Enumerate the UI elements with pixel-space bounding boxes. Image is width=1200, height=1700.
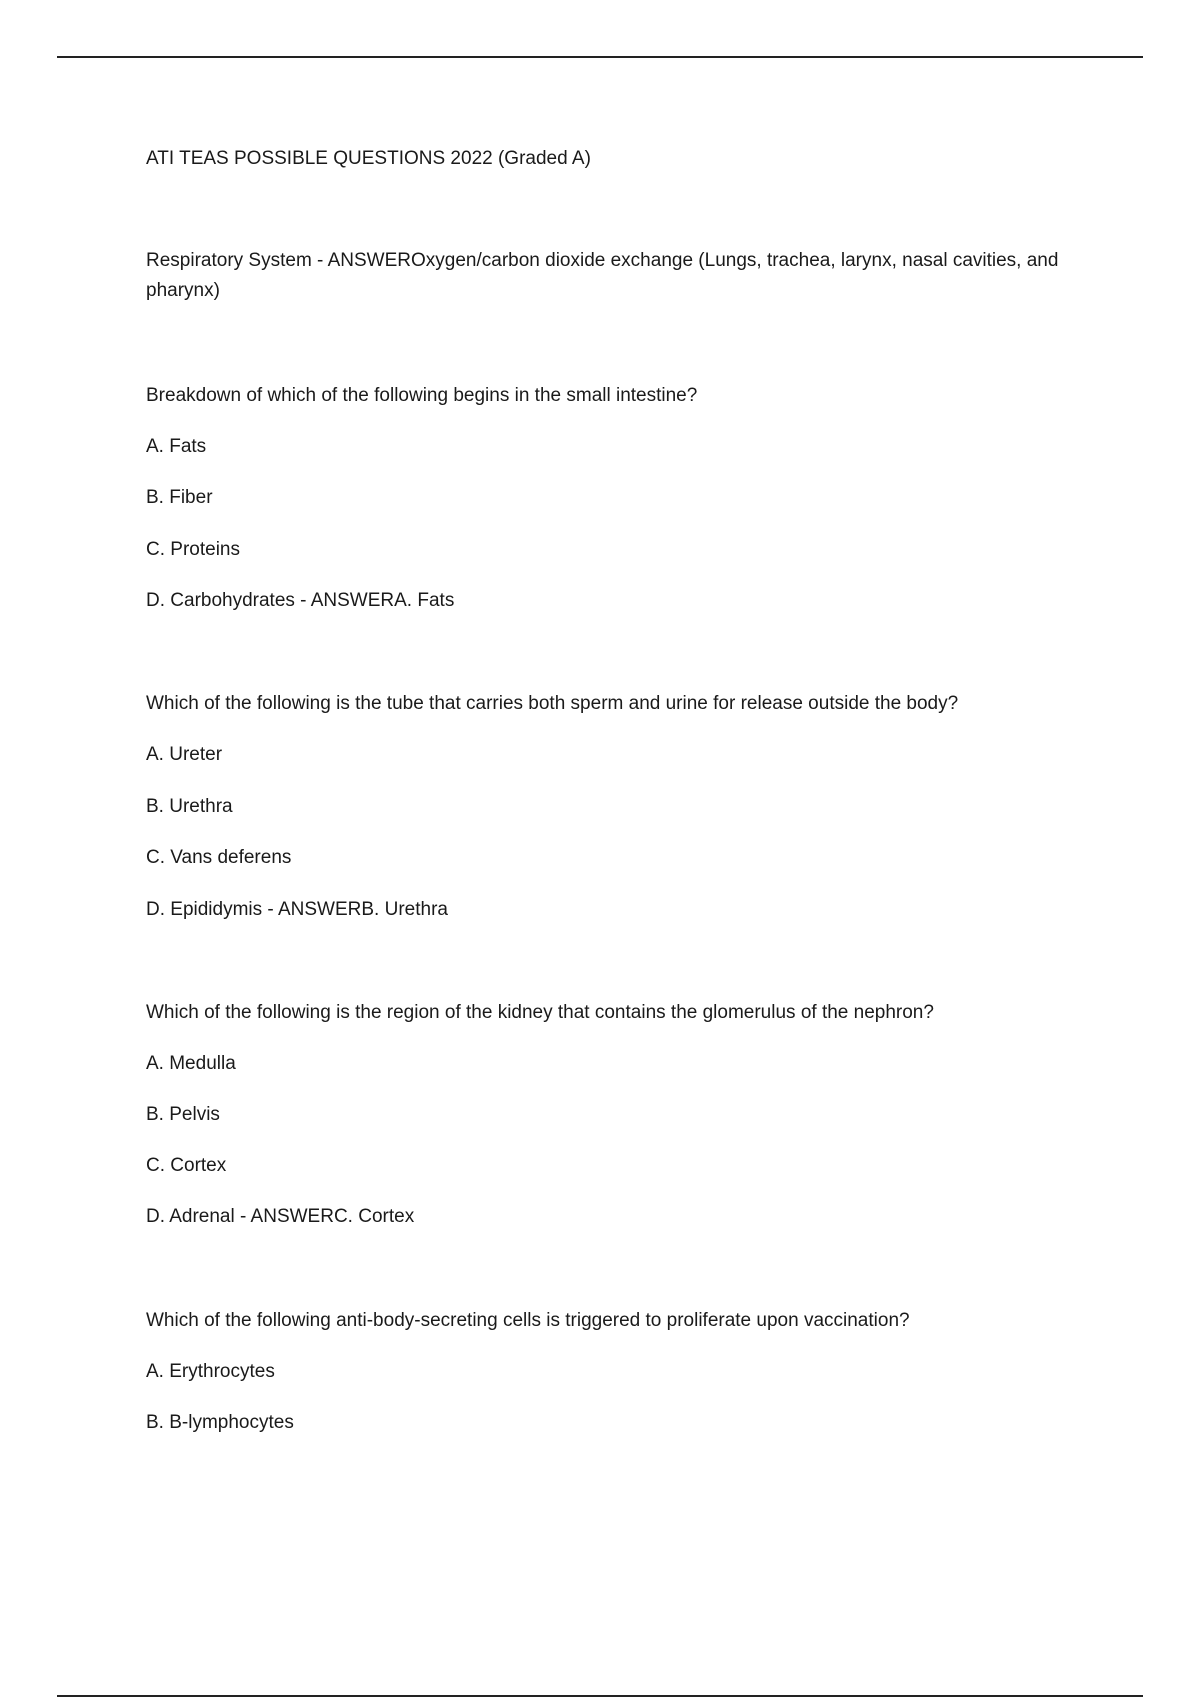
answer-option: A. Ureter bbox=[146, 744, 223, 765]
question-prompt: Which of the following anti-body-secreting cells is triggered to proliferate upon vaccination? bbox=[146, 1310, 910, 1331]
answer-option: D. Carbohydrates - ANSWERA. Fats bbox=[146, 590, 455, 611]
question-prompt: Which of the following is the region of the kidney that contains the glomerulus of the nephron? bbox=[146, 1002, 934, 1023]
answer-option: D. Epididymis - ANSWERB. Urethra bbox=[146, 899, 448, 920]
bottom-divider bbox=[57, 1695, 1143, 1697]
question-prompt: Breakdown of which of the following begins in the small intestine? bbox=[146, 385, 698, 406]
answer-option: C. Proteins bbox=[146, 539, 240, 560]
answer-option: B. Urethra bbox=[146, 796, 233, 817]
answer-option: B. Fiber bbox=[146, 487, 213, 508]
answer-option: C. Vans deferens bbox=[146, 847, 292, 868]
answer-option: B. Pelvis bbox=[146, 1104, 220, 1125]
document-title: ATI TEAS POSSIBLE QUESTIONS 2022 (Graded A) bbox=[146, 148, 591, 169]
answer-option: D. Adrenal - ANSWERC. Cortex bbox=[146, 1206, 415, 1227]
answer-option: A. Erythrocytes bbox=[146, 1361, 275, 1382]
answer-option: B. B-lymphocytes bbox=[146, 1412, 294, 1433]
question-prompt: Which of the following is the tube that carries both sperm and urine for release outside the body? bbox=[146, 693, 959, 714]
intro-paragraph: Respiratory System - ANSWEROxygen/carbon dioxide exchange (Lungs, trachea, larynx, nasal cavities, and pharynx) bbox=[146, 250, 1059, 301]
answer-option: C. Cortex bbox=[146, 1155, 227, 1176]
answer-option: A. Medulla bbox=[146, 1053, 236, 1074]
answer-option: A. Fats bbox=[146, 436, 207, 457]
top-divider bbox=[57, 56, 1143, 58]
